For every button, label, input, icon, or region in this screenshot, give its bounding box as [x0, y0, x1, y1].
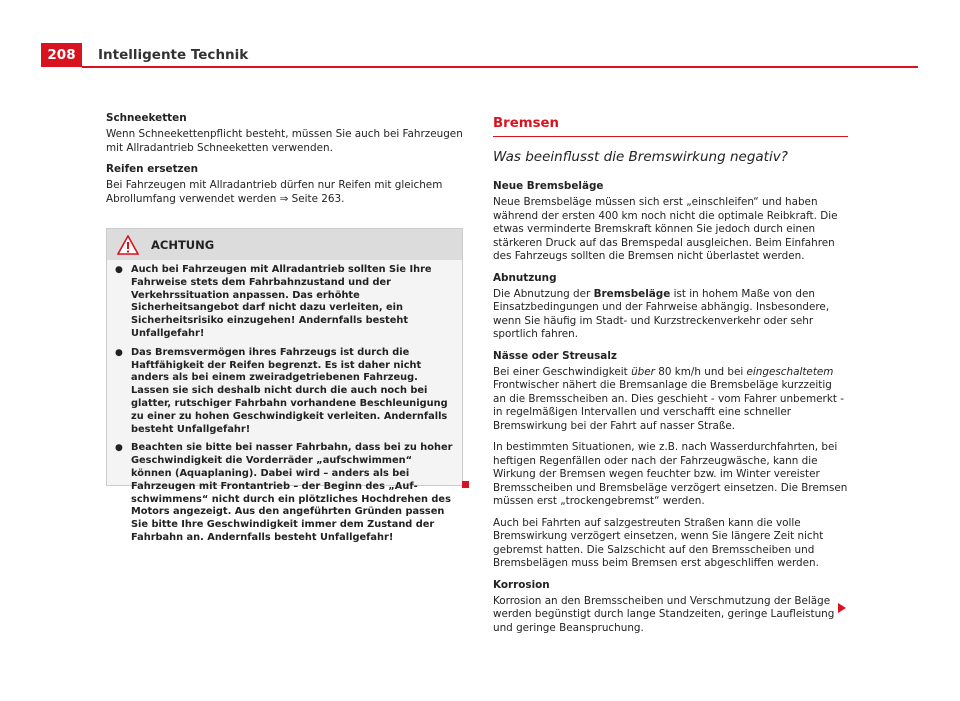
section-subtitle: Was beeinflusst die Bremswirkung negativ?	[493, 149, 788, 165]
wear-text: Die Abnutzung der Bremsbeläge ist in hohem Maße von den Einsatzbedingungen und der Fahrweise abhängig. Insbesondere, wenn Sie häufig im Stadt- und Kurzstreckenverkehr oder sehr sportlich fahren.	[493, 287, 830, 340]
tyre-heading: Reifen ersetzen	[106, 163, 199, 175]
warning-title: ACHTUNG	[151, 237, 215, 252]
bullet-icon: ●	[115, 443, 123, 454]
right-column	[493, 115, 848, 635]
warning-item-text: Auch bei Fahrzeugen mit Allradantrieb sollten Sie Ihre Fahrweise stets dem Fahrbahnzustand und der Verkehrssituation anpassen. Das erhöhte Sicherheitsangebot darf nicht dazu verleiten, ein Sicherheitsrisiko einzugehen! Andernfalls besteht Unfallgefahr!	[131, 264, 432, 339]
new-pads-heading: Neue Bremsbeläge	[493, 180, 604, 192]
warning-box	[106, 228, 463, 543]
page-number: 208	[41, 43, 82, 67]
corrosion-text: Korrosion an den Bremsscheiben und Verschmutzung der Beläge werden begünstigt durch lange Standzeiten, geringe Laufleistung und geringe Beanspruchung.	[493, 594, 835, 634]
header-divider	[82, 66, 918, 68]
new-pads-text: Neue Bremsbeläge müssen sich erst „einschleifen“ und haben während der ersten 400 km noch nicht die optimale Reibkraft. Die etwas verminderte Bremskraft können Sie jedoch durch einen stärkeren Druck auf das Bremspedal ausgleichen. Beim Einfahren des Fahrzeugs sollten die Bremsen nicht überlastet werden.	[493, 196, 838, 262]
wet-text-2: In bestimmten Situationen, wie z.B. nach Wasserdurchfahrten, bei heftigen Regenfällen oder nach der Fahrzeugwäsche, kann die Wirkung der Bremsen wegen feuchter bzw. im Winter vereister Bremsscheiben und Bremsbeläge verzögert einsetzen. Die Bremsen müssen erst „trockengebremst“ werden.	[493, 441, 848, 507]
section-divider	[493, 136, 848, 137]
wet-text-1: Bei einer Geschwindigkeit über 80 km/h und bei eingeschaltetem Frontwischer nähert die Bremsanlage die Bremsbeläge kurzzeitig an die Bremsscheiben an. Dies geschieht - vom Fahrer unbemerkt - in regelmäßigen Intervallen und verschafft eine schneller Bremswirkung bei der Fahrt auf nasser Straße.	[493, 365, 844, 432]
left-column	[106, 112, 466, 206]
tyre-text: Bei Fahrzeugen mit Allradantrieb dürfen nur Reifen mit gleichem Abrollumfang verwendet werden ⇒ Seite 263.	[106, 179, 443, 205]
wear-heading: Abnutzung	[493, 271, 557, 284]
wet-heading: Nässe oder Streusalz	[493, 349, 617, 362]
section-title: Bremsen	[493, 116, 559, 131]
warning-item-text: Das Bremsvermögen ihres Fahrzeugs ist durch die Haftfähigkeit der Reifen begrenzt. Es ist daher nicht anders als bei einem zweiradgetriebenen Fahrzeug. Lassen sie sich deshalb nicht durch die auch noch bei glatter, rutschiger Fahrbahn vorhandene Beschleunigung zu einer zu hohen Geschwindigkeit verleiten. Andernfalls besteht Unfallgefahr!	[131, 346, 448, 435]
warning-item-text: Beachten sie bitte bei nasser Fahrbahn, dass bei zu hoher Geschwindigkeit die Vorderräder „aufschwimmen“ können (Aquaplaning). Dabei wird – anders als bei Fahrzeugen mit Frontantrieb – der Beginn des „Aufschwimmens“ nicht durch ein plötzliches Hochdrehen des Motors angezeigt. Aus den angeführten Gründen passen Sie bitte Ihre Geschwindigkeit immer dem Zustand der Fahrbahn an. Andernfalls besteht Unfallgefahr!	[131, 442, 453, 543]
snow-chains-heading: Schneeketten	[106, 112, 187, 124]
bullet-icon: ●	[115, 347, 123, 358]
chapter-title: Intelligente Technik	[98, 47, 249, 63]
warning-item	[115, 347, 454, 437]
snow-chains-text: Wenn Schneekettenpflicht besteht, müssen Sie auch bei Fahrzeugen mit Allradantrieb Schneeketten verwenden.	[106, 128, 463, 154]
wear-bold-term: Bremsbeläge	[593, 287, 671, 300]
end-marker-icon	[462, 481, 469, 488]
warning-triangle-icon	[117, 235, 139, 255]
continue-arrow-icon	[838, 603, 846, 613]
bullet-icon: ●	[115, 265, 123, 275]
wet-text-3: Auch bei Fahrten auf salzgestreuten Straßen kann die volle Bremswirkung verzögert einsetzen, wenn Sie längere Zeit nicht gebremst hatten. Die Salzschicht auf den Bremsscheiben und Bremsbelägen muss beim Bremsen erst abgeschliffen werden.	[493, 516, 824, 569]
warning-header	[107, 229, 462, 260]
warning-item	[115, 442, 454, 544]
corrosion-heading: Korrosion	[493, 578, 550, 591]
warning-item	[115, 264, 454, 341]
